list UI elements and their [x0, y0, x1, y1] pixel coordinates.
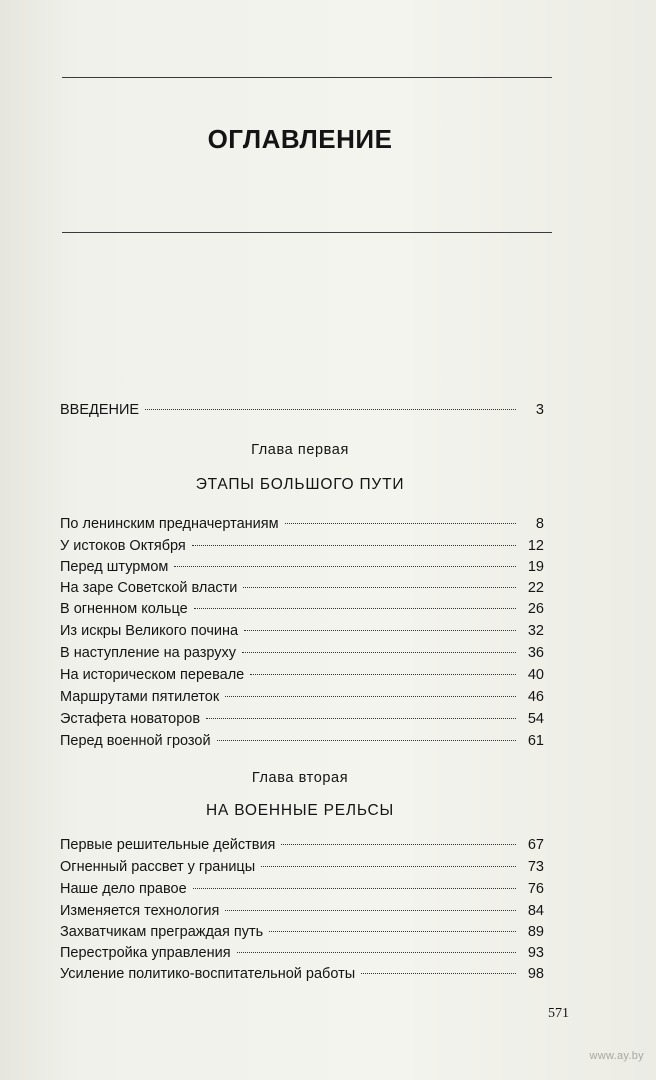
toc-entry-label: Первые решительные действия [60, 837, 276, 853]
dot-leader [281, 844, 516, 845]
toc-entry-label: Маршрутами пятилеток [60, 689, 220, 705]
toc-entry-label: Усиление политико-воспитательной работы [60, 966, 356, 982]
toc-entry-page: 54 [527, 711, 544, 727]
dot-leader [206, 718, 516, 719]
toc-entry [60, 963, 544, 985]
toc-entry-page: 3 [535, 402, 544, 418]
dot-leader [194, 608, 516, 609]
toc-entry [60, 664, 544, 686]
toc-entry-intro [60, 399, 544, 421]
toc-entry-page: 26 [527, 601, 544, 617]
dot-leader [250, 674, 516, 675]
toc-entry-label: На историческом перевале [60, 667, 245, 683]
toc-entry [60, 942, 544, 964]
dot-leader [243, 587, 516, 588]
toc-entry [60, 577, 544, 599]
dot-leader [242, 652, 516, 653]
toc-entry [60, 730, 544, 752]
toc-entry-label: У истоков Октября [60, 538, 186, 554]
toc-entry-label: В огненном кольце [60, 601, 188, 617]
dot-leader [244, 630, 516, 631]
toc-entry-label: Огненный рассвет у границы [60, 859, 256, 875]
toc-entry-label: Перед штурмом [60, 559, 169, 575]
dot-leader [174, 566, 516, 567]
toc-entry-page: 46 [527, 689, 544, 705]
toc-entry-label: ВВЕДЕНИЕ [60, 402, 140, 418]
chapter-1-title: ЭТАПЫ БОЛЬШОГО ПУТИ [195, 476, 405, 493]
toc-entry [60, 921, 544, 943]
chapter-2-title: НА ВОЕННЫЕ РЕЛЬСЫ [205, 802, 394, 819]
toc-entry [60, 834, 544, 856]
dot-leader [285, 523, 516, 524]
toc-entry-page: 19 [527, 559, 544, 575]
toc-entry-page: 40 [527, 667, 544, 683]
dot-leader [217, 740, 516, 741]
top-rule [62, 77, 552, 78]
page-number: 571 [548, 1006, 569, 1021]
dot-leader [269, 931, 516, 932]
chapter-1-label: Глава первая [251, 442, 349, 458]
toc-entry-label: Перестройка управления [60, 945, 231, 961]
dot-leader [192, 545, 516, 546]
chapter-2-label: Глава вторая [251, 770, 349, 786]
toc-entry-label: На заре Советской власти [60, 580, 238, 596]
dot-leader [193, 888, 516, 889]
toc-entry [60, 620, 544, 642]
dot-leader [225, 910, 516, 911]
toc-entry-page: 89 [527, 924, 544, 940]
toc-entry-label: Изменяется технология [60, 903, 220, 919]
bottom-rule [62, 232, 552, 233]
watermark: www.ay.by [589, 1050, 644, 1062]
toc-entry [60, 598, 544, 620]
toc-entry-page: 93 [527, 945, 544, 961]
toc-entry-page: 61 [527, 733, 544, 749]
toc-entry-page: 36 [527, 645, 544, 661]
toc-entry [60, 878, 544, 900]
toc-entry [60, 708, 544, 730]
toc-entry-label: Перед военной грозой [60, 733, 211, 749]
dot-leader [145, 409, 516, 410]
toc-entry-page: 8 [535, 516, 544, 532]
toc-entry-page: 32 [527, 623, 544, 639]
dot-leader [225, 696, 516, 697]
toc-entry-label: В наступление на разруху [60, 645, 237, 661]
toc-entry-page: 73 [527, 859, 544, 875]
toc-entry-label: Из искры Великого почина [60, 623, 239, 639]
toc-entry-page: 67 [527, 837, 544, 853]
toc-entry [60, 900, 544, 922]
dot-leader [237, 952, 516, 953]
page-title: ОГЛАВЛЕНИЕ [207, 124, 393, 154]
toc-entry [60, 686, 544, 708]
toc-entry-page: 12 [527, 538, 544, 554]
toc-entry [60, 856, 544, 878]
toc-entry-label: По ленинским предначертаниям [60, 516, 279, 532]
toc-entry [60, 556, 544, 578]
toc-entry [60, 535, 544, 557]
toc-entry-page: 76 [527, 881, 544, 897]
toc-entry-label: Эстафета новаторов [60, 711, 201, 727]
toc-entry-page: 98 [527, 966, 544, 982]
toc-entry-page: 84 [527, 903, 544, 919]
toc-entry [60, 513, 544, 535]
toc-entry [60, 642, 544, 664]
toc-entry-label: Захватчикам преграждая путь [60, 924, 264, 940]
dot-leader [361, 973, 516, 974]
toc-entry-label: Наше дело правое [60, 881, 187, 897]
dot-leader [261, 866, 516, 867]
toc-entry-page: 22 [527, 580, 544, 596]
